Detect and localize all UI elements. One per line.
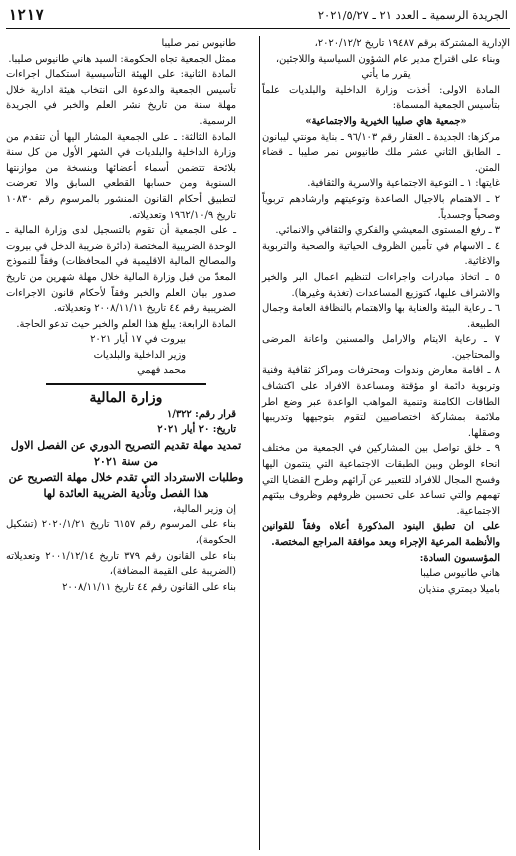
right-column	[262, 36, 510, 597]
decision-date: تاريخ: ٢٠ أيار ٢٠٢١	[157, 424, 236, 436]
left-column	[6, 36, 246, 595]
article-3: المادة الثالثة: ـ على الجمعية المشار اليها أن تتقدم من وزارة الداخلية والبلديات في الشهر الأول من كل سنة بلائحة تتضمن أسماء أعضائها وبنسخة من موازنتها السنوية ومن حسابها القطعي السابق والا تعرضت لتطبيق أحكام القانون المنشور بالمرسوم رقم ١٠٨٣٠ تاريخ ١٩٦٢/١٠/٩ وتعديلاته.	[6, 131, 236, 221]
signature-name: محمد فهمي	[137, 365, 186, 377]
founder-name: باميلا ديمتري منذيان	[418, 583, 500, 595]
article-2: المادة الثانية: على الهيئة التأسيسية استكمال اجراءات تأسيس الجمعية والدعوة الى انتخاب هيئة ادارية خلال مهلة سنة من تاريخ نشر العلم والخبر في الجريدة الرسمية.	[6, 69, 236, 127]
paragraph: الإدارية المشتركة برقم ١٩٤٨٧ تاريخ ٢٠٢٠/١٢/٢،	[314, 38, 510, 49]
goal-6: ٦ ـ رعاية البيئة والعناية بها والاهتمام بالنظافة العامة وجمال الطبيعة.	[262, 303, 500, 330]
goal-5: ٥ ـ اتخاذ مبادرات واجراءات لتنظيم اعمال البر والخير والاشراف عليها، كتوزيع المساعدات (تغذية وغيرها).	[262, 271, 500, 299]
article-1: المادة الاولى: أخذت وزارة الداخلية والبلديات علماً بتأسيس الجمعية المسماة:	[262, 84, 500, 112]
ministry-title: وزارة المالية	[89, 390, 163, 407]
government-representative: ممثل الجمعية تجاه الحكومة: السيد هاني طانيوس صليبا.	[8, 53, 236, 65]
goal-2: ٢ ـ الاهتمام بالاجيال الصاعدة وتوعيتهم وارشادهم تربوياً وصحياً وجسدياً.	[262, 193, 500, 221]
article-4: المادة الرابعة: يبلغ هذا العلم والخبر حيث تدعو الحاجة.	[16, 318, 236, 330]
signature-date: بيروت في ١٧ أيار ٢٠٢١	[90, 334, 186, 346]
preamble: بناء على القانون رقم ٣٧٩ تاريخ ٢٠٠١/١٢/١٤ وتعديلاته (الضريبة على القيمة المضافة)،	[6, 550, 236, 578]
gazette-title: الجريدة الرسمية ـ العدد ٢١ ـ ٢٠٢١/٥/٢٧	[317, 8, 508, 22]
paragraph: وبناء على اقتراح مدير عام الشؤون السياسية واللاجئين،	[275, 53, 500, 65]
goal-1: غايتها: ١ ـ التوعية الاجتماعية والاسرية والثقافية.	[307, 178, 500, 190]
goal-7: ٧ ـ رعاية الايتام والارامل والمسنين واعانة المرضى والمحتاجين.	[262, 334, 500, 361]
founders-heading: المؤسسون السادة:	[419, 552, 500, 564]
headquarters: مركزها: الجديدة ـ العقار رقم ٩٦/١٠٣ ـ بناية مونتي ليبانون ـ الطابق الثاني عشر ملك طانيوس نمر صليبا ـ قضاء المتن.	[262, 131, 500, 174]
preamble: بناء على القانون رقم ٤٤ تاريخ ٢٠٠٨/١١/١١	[62, 581, 236, 593]
decision-title: تمديد مهلة تقديم التصريح الدوري عن الفصل الاول من سنة ٢٠٢١	[10, 438, 242, 468]
page-header	[6, 6, 510, 29]
goal-9: ٩ ـ خلق تواصل بين المشاركين في الجمعية من مختلف انحاء الوطن وبين الطبقات الاجتماعية التي ينتمون اليها وفسح المجال للافراد للتعبير عن آرائهم وطرح القضايا التي تهمهم والتي تساعد على تحسين ظروفهم وظروف بيئتهم الاجتماعية.	[262, 443, 500, 517]
compliance-clause: على ان تطبق البنود المذكورة أعلاه وفقاً للقوانين والأنظمة المرعية الإجراء وبعد موافقة المراجع المختصة.	[262, 521, 500, 548]
page-number: ١٢١٧	[8, 6, 45, 24]
decision-subtitle: وطلبات الاسترداد التي تقدم خلال مهلة التصريح عن هذا الفصل وتأدية الضريبة العائدة لها	[8, 470, 244, 500]
association-name: «جمعية هاي صليبا الخيرية والاجتماعية»	[305, 115, 467, 127]
goal-8: ٨ ـ اقامة معارض وندوات ومحترفات ومراكز ثقافية وفنية وتربوية دائمة او مؤقتة ومساعدة الافراد على اكتشاف الطاقات الكامنة وتنمية المواهب الواعدة عبر وضع اطر ملائمة بمشاركة اختصاصيين لتقوم بتوجيهها وتدريبها وصقلها.	[262, 365, 500, 439]
article-3-registration: ـ على الجمعية أن تقوم بالتسجيل لدى وزارة المالية ـ الوحدة الضريبية المختصة (دائرة ضريبة الدخل في بيروت والمصالح المالية الاقليمية في المحافظات) وفقاً للنموذج المعدّ من قبل وزارة المالية خلال مهلة شهرين من تاريخ صدور بيان العلم والخبر وفقاً لأحكام قانون الاجراءات الضريبية رقم ٤٤ تاريخ ٢٠٠٨/١١/١١ وتعديلاته.	[6, 225, 236, 315]
founder-name: هاني طانيوس صليبا	[420, 568, 500, 580]
preamble: بناء على المرسوم رقم ٦١٥٧ تاريخ ٢٠٢٠/١/٢١ (تشكيل الحكومة)،	[6, 519, 236, 547]
goal-3: ٣ ـ رفع المستوى المعيشي والفكري والثقافي والانمائي.	[275, 225, 500, 237]
decision-number: قرار رقم: ١/٣٢٢	[166, 408, 236, 420]
signature-title: وزير الداخلية والبلديات	[93, 349, 186, 361]
decision-heading: يقرر ما يأتي	[361, 69, 411, 81]
preamble: إن وزير المالية،	[173, 503, 236, 515]
section-separator	[46, 383, 206, 385]
founder-name: طانيوس نمر صليبا	[161, 38, 236, 49]
column-divider	[259, 36, 260, 850]
goal-4: ٤ ـ الاسهام في تأمين الظروف الحياتية والصحية والتربوية والاغاثية.	[262, 240, 500, 268]
